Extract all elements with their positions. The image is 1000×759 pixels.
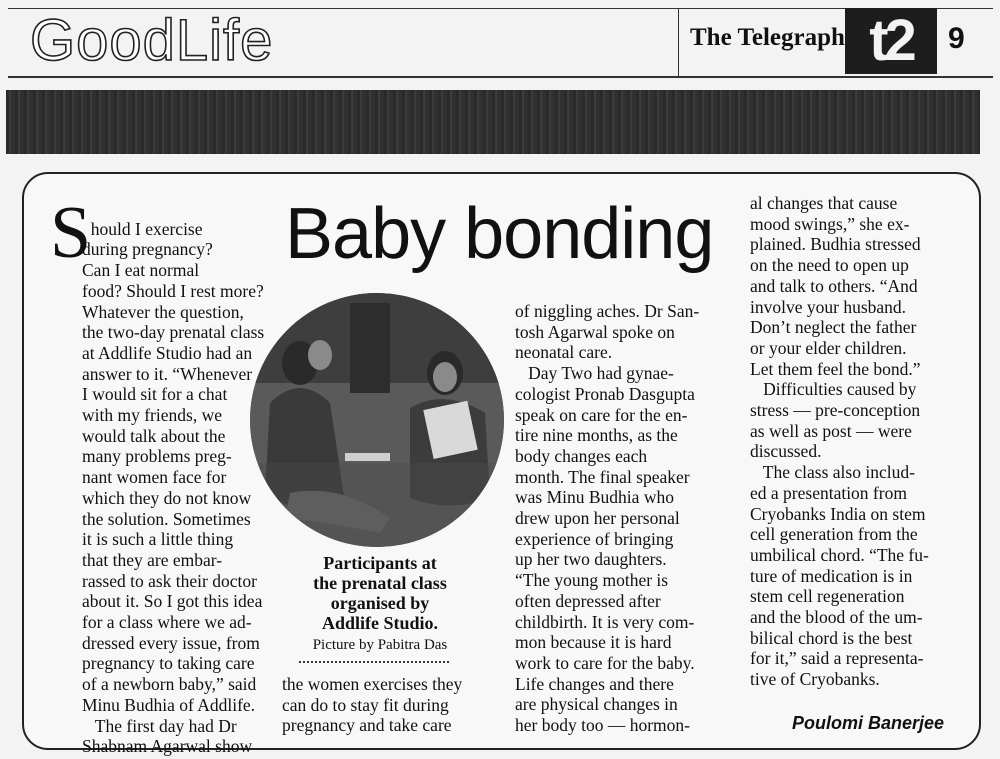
drop-cap: S — [50, 192, 92, 274]
article-column-3: of niggling aches. Dr San- tosh Agarwal spoke on neonatal care. Day Two had gynae- cologist Pronab Dasgupta speak on care for the en- tire nine months, as the body changes each month. The final speaker was Minu Budhia who drew upon her personal experience of bringing up her two daughters. “The young mother is often depressed after childbirth. It is very com- mon because it is hard work to care for the baby. Life changes and there are physical changes in her body too — hormon- — [515, 301, 700, 736]
article-column-2: the women exercises they can do to stay fit during pregnancy and take care — [282, 674, 463, 736]
caption-divider — [299, 661, 449, 663]
publication-name: The Telegraph — [690, 24, 845, 51]
headline: Baby bonding — [285, 194, 714, 274]
photo-credit: Picture by Pabitra Das — [312, 637, 448, 653]
decorative-band — [6, 90, 980, 154]
article-photo — [250, 293, 504, 547]
article-column-1 — [50, 192, 292, 757]
byline: Poulomi Banerjee — [792, 713, 945, 733]
column-1-text: hould I exercise during pregnancy? Can I eat normal food? Should I rest more? Whatever the question, the two-day prenatal class at Addlife Studio had an answer to it. “Whenever I would sit for a chat with my friends, we would talk about the many problems preg- nant women face for which they do not know the solution. Sometimes it is such a little thing that they are embar- rassed to ask their doctor about it. So I got this idea for a class where we ad- dressed every issue, from pregnancy to taking care of a newborn baby,” said Minu Budhia of Addlife. The first day had Dr Shabnam Agarwal show — [82, 218, 265, 757]
masthead — [0, 0, 1000, 86]
page-number: 9 — [948, 22, 965, 55]
masthead-bottom-rule — [8, 76, 993, 78]
article-column-4: al changes that cause mood swings,” she ex- plained. Budhia stressed on the need to open up and talk to others. “And involve your husband. Don’t neglect the father or your elder children. Let them feel the bond.” Difficulties caused by stress — pre-conception as well as post — were discussed. The class also includ- ed a presentation from Cryobanks India on stem cell generation from the umbilical chord. “The fu- ture of medication is in stem cell regeneration and the blood of the um- bilical chord is the best for it,” said a representa- tive of Cryobanks. — [750, 193, 929, 690]
photo-caption: Participants at the prenatal class organised by Addlife Studio. — [313, 553, 447, 633]
t2-logo: t2 — [845, 8, 937, 74]
section-title: GoodLife — [30, 8, 274, 73]
